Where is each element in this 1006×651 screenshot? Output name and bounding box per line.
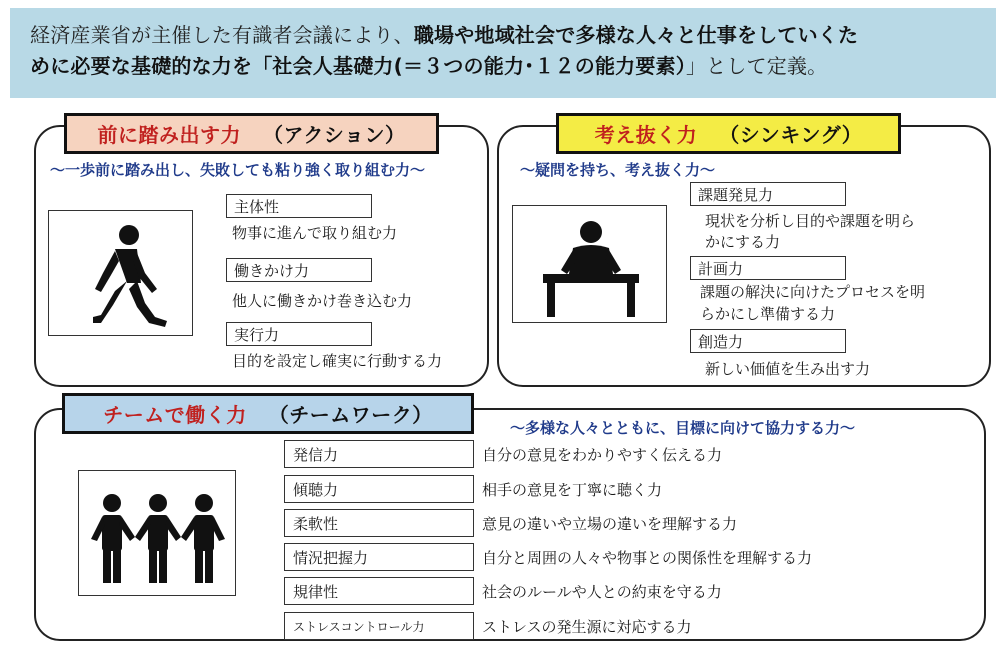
- skill-label: 情況把握力: [284, 543, 474, 571]
- skill-desc: 相手の意見を丁寧に聴く力: [482, 480, 663, 499]
- action-item-desc: 他人に働きかけ巻き込む力: [232, 292, 413, 310]
- walking-person-icon: [49, 211, 194, 337]
- action-item-label: 働きかけ力: [226, 258, 372, 282]
- thinking-item-desc: らかにし準備する力: [700, 305, 836, 323]
- teamwork-skill-row: [284, 577, 722, 605]
- header-line2-quoted: 「社会人基礎力(＝３つの能力･１２の能力要素）: [252, 54, 686, 78]
- person-at-desk-icon: [513, 206, 668, 324]
- action-subtitle: （アクション）: [263, 123, 406, 147]
- thinking-title: 考え抜く力: [594, 123, 698, 147]
- action-tagline: ～一歩前に踏み出し、失敗しても粘り強く取り組む力～: [50, 161, 426, 179]
- action-item-label: 実行力: [226, 322, 372, 346]
- header-line-1: [30, 20, 978, 51]
- teamwork-title: チームで働く力: [103, 403, 247, 427]
- skill-desc: ストレスの発生源に対応する力: [482, 617, 692, 636]
- thinking-item-desc: 課題の解決に向けたプロセスを明: [700, 283, 926, 301]
- thinking-tagline: ～疑問を持ち、考え抜く力～: [520, 161, 716, 179]
- team-of-three-icon: [79, 471, 237, 597]
- skill-label: 規律性: [284, 577, 474, 605]
- thinking-item-desc: かにする力: [705, 233, 781, 251]
- skill-desc: 自分の意見をわかりやすく伝える力: [482, 445, 723, 464]
- teamwork-skill-row: [284, 509, 737, 537]
- action-title-box: [64, 113, 439, 154]
- teamwork-subtitle: （チームワーク）: [268, 403, 433, 427]
- thinking-item-label: 創造力: [690, 329, 846, 353]
- skill-label: ストレスコントロール力: [284, 612, 474, 640]
- thinking-picture: [512, 205, 667, 323]
- thinking-subtitle: （シンキング）: [719, 123, 863, 147]
- thinking-title-box: [556, 113, 901, 154]
- header-line2-plain: 」として定義。: [685, 54, 828, 78]
- action-item-label: 主体性: [226, 194, 372, 218]
- teamwork-skill-row: [284, 612, 692, 640]
- thinking-item-desc: 現状を分析し目的や課題を明ら: [705, 212, 916, 230]
- header-line1-plain: 経済産業省が主催した有識者会議により、: [30, 23, 414, 47]
- teamwork-skill-row: [284, 440, 722, 468]
- teamwork-skill-row: [284, 475, 662, 503]
- header-line-2: [30, 51, 978, 82]
- header-line2-bold: めに必要な基礎的な力を: [30, 54, 253, 78]
- skill-label: 柔軟性: [284, 509, 474, 537]
- header-banner: [10, 8, 996, 98]
- teamwork-skill-row: [284, 543, 812, 571]
- teamwork-picture: [78, 470, 236, 596]
- skill-label: 発信力: [284, 440, 474, 468]
- action-title: 前に踏み出す力: [97, 123, 241, 147]
- skill-label: 傾聴力: [284, 475, 474, 503]
- teamwork-tagline: ～多様な人々とともに、目標に向けて協力する力～: [510, 419, 856, 437]
- thinking-item-label: 計画力: [690, 256, 846, 280]
- skill-desc: 社会のルールや人との約束を守る力: [482, 582, 722, 601]
- header-line1-bold: 職場や地域社会で多様な人々と仕事をしていくた: [413, 23, 859, 47]
- action-item-desc: 目的を設定し確実に行動する力: [232, 352, 443, 370]
- action-item-desc: 物事に進んで取り組む力: [232, 224, 398, 242]
- skill-desc: 意見の違いや立場の違いを理解する力: [482, 514, 738, 533]
- thinking-item-desc: 新しい価値を生み出す力: [705, 360, 871, 378]
- action-picture: [48, 210, 193, 336]
- thinking-item-label: 課題発見力: [690, 182, 846, 206]
- teamwork-title-box: [62, 393, 474, 434]
- skill-desc: 自分と周囲の人々や物事との関係性を理解する力: [482, 548, 813, 567]
